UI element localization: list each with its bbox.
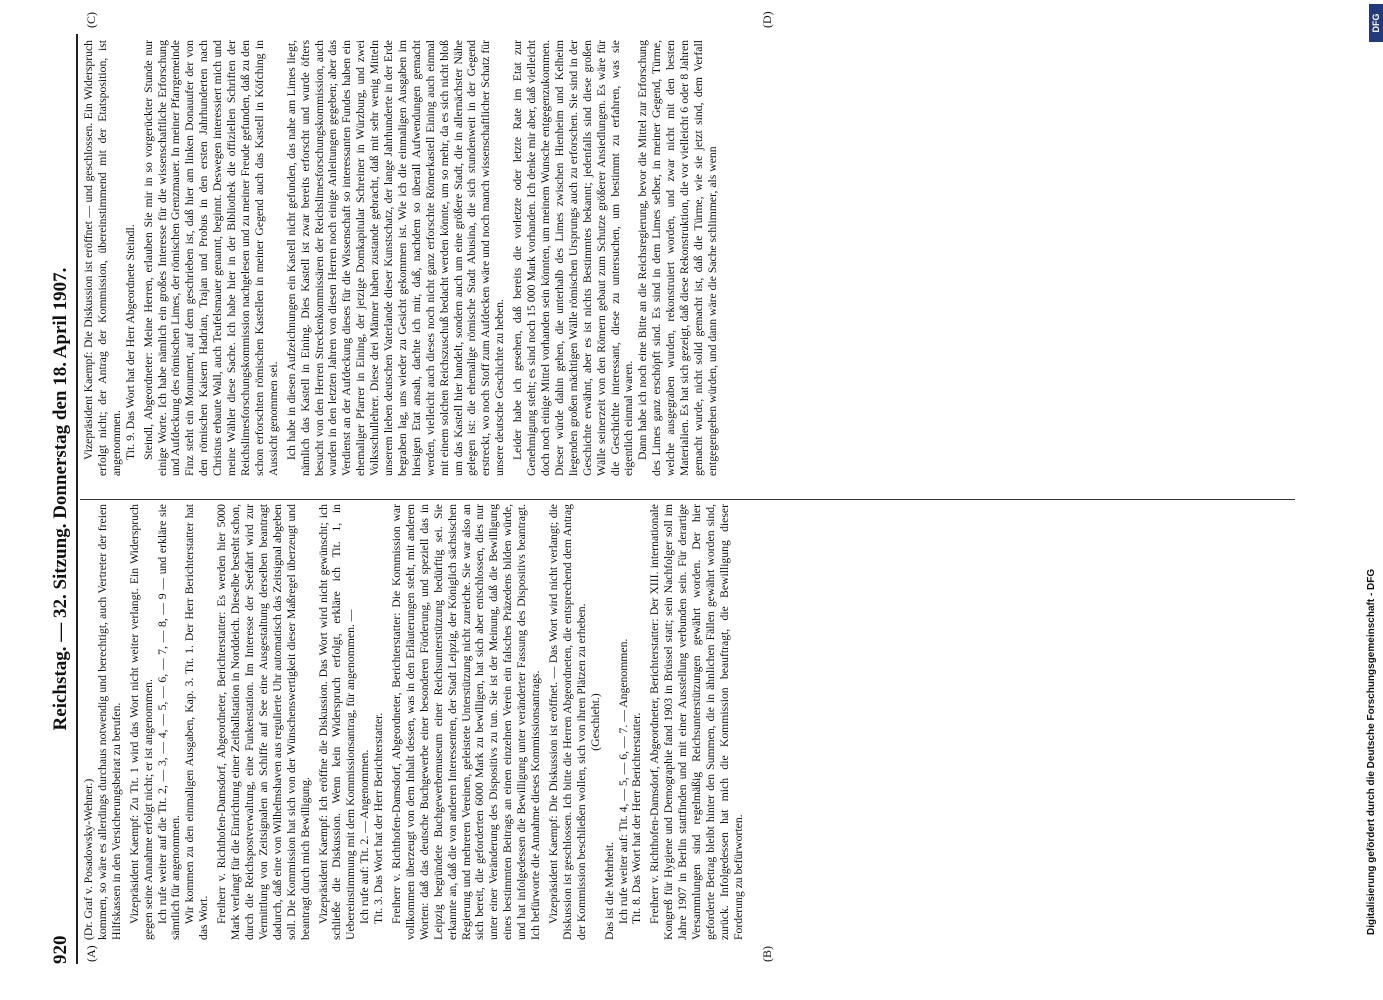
paragraph: Wir kommen zu den einmaligen Ausgaben, Kap. 3. Tit. 1. Der Herr Berichterstatter hat das Wort.	[183, 504, 211, 940]
paragraph: Vizepräsident Kaempf: Zu Tit. 1 wird das Wort nicht weiter verlangt. Ein Widerspruch gegen seine Annahme erfolgt nicht; er ist angenommen.	[127, 504, 155, 940]
paragraph: Ich rufe weiter auf die Tit. 2, — 3, — 4, — 5, — 6, — 7, — 8, — 9 — und erkläre sie sämtlich für angenommen.	[155, 504, 183, 940]
paragraph: Freiherr v. Richthofen-Damsdorf, Abgeordneter, Berichterstatter: Es werden hier 5000 Mark verlangt für die Einrichtung einer Zeitballstation in Norddeich. Dieselbe besteht schon, durch die Reichspostverwaltung, eine Funkenstation. Im Interesse der Seefahrt wird zur Vermittlung von Zeitsignalen an Schiffe auf See eine Ausgestaltung derselben beantragt dadurch, daß eine von Wilhelmshaven aus regulierte Uhr automatisch das Zeitsignal abgeben soll. Die Kommission hat sich von der Wünschenswertigkeit dieser Maßregel überzeugt und beantragt durch mich Bewilligung.	[215, 504, 312, 940]
paragraph: Vizepräsident Kaempf: Die Diskussion ist eröffnet. — Das Wort wird nicht verlangt; die Diskussion ist geschlossen. Ich bitte die Herren Abgeordneten, die entsprechend dem Antrag der Kommission beschließen wollen, sich von ihren Plätzen zu erheben.	[547, 504, 588, 940]
paragraph: Vizepräsident Kaempf: Die Diskussion ist eröffnet — und geschlossen. Ein Widerspruch erfolgt nicht; der Antrag der Kommission, übereinstimmend mit der Etatsposition, ist angenommen.	[82, 40, 123, 476]
footer-credit: Digitalisierung gefördert durch die Deutsche Forschungsgemeinschaft - DFG	[1366, 568, 1377, 935]
margin-mark-b: (B)	[760, 946, 774, 962]
paragraph: Freiherr v. Richthofen-Damsdorf, Abgeordneter, Berichterstatter: Der XIII. internationale Kongreß für Hygiene und Demographie fand 1903 in Brüssel statt; sein Nachfolger soll im Jahre 1907 in Berlin stattfinden und mit einer Ausstellung verbunden sein. Für derartige Versammlungen sind regelmäßig Reichsunterstützungen gewährt worden. Der hier geforderte Betrag bleibt hinter den Summen, die in ähnlichen Fällen gewährt worden sind, zurück. Infolgedessen hat mich die Kommission beauftragt, die Bewilligung dieser Forderung zu befürworten.	[648, 504, 745, 940]
margin-mark-c: (C)	[84, 12, 98, 28]
page-header	[46, 34, 78, 964]
paragraph: Das ist die Mehrheit.	[602, 841, 616, 940]
paragraph: Ich rufe auf: Tit. 2. — Angenommen.	[358, 749, 372, 924]
margin-mark-a: (A)	[84, 945, 98, 962]
column-divider	[80, 499, 1295, 500]
paragraph: Freiherr v. Richthofen-Damsdorf, Abgeordneter, Berichterstatter: Die Kommission war vollkommen überzeugt von dem Inhalt dessen, was in den Erläuterungen steht, mit anderen Worten: daß das deutsche Buchgewerbe einer besonderen Förderung, und speziell das in Leipzig begründete Buchgewerbemuseum einer Reichsunterstützung bedürftig sei. Sie erkannte an, daß die von anderen Interessenten, der Stadt Leipzig, der Königlich sächsischen Regierung und mehreren Vereinen, geleistete Unterstützung nicht zureiche. Sie war also an sich bereit, die geforderten 6000 Mark zu bewilligen, hat sich aber entschlossen, dies nur unter einer Veränderung des Dispositivs zu tun. Sie ist der Meinung, daß die Bewilligung eines bestimmten Beitrags an einen einzelnen Verein ein falsches Präzedens bilden würde, und hat infolgedessen die Bewilligung unter veränderter Fassung des Dispositivs beantragt. Ich befürworte die Annahme dieses Kommissionsantrags.	[390, 504, 543, 940]
margin-mark-d: (D)	[760, 11, 774, 28]
paragraph: Tit. 3. Das Wort hat der Herr Berichterstatter.	[372, 712, 386, 924]
paragraph: Tit. 8. Das Wort hat der Herr Berichterstatter.	[630, 712, 644, 924]
paragraph: Leider habe ich gesehen, daß bereits die vorletzte oder letzte Rate im Etat zur Genehmigung steht; es sind noch 15 000 Mark vorhanden. Ich denke mir aber, daß vielleicht doch noch einige Mittel vorhanden sein könnten, um meinem Wunsche entgegenzukommen. Dieser würde dahin gehen, die unterhalb des Limes zwischen Hienheim und Kelheim liegenden großen mächtigen Wälle römischen Ursprungs auch zu erforschen. Sie sind in der Geschichte erwähnt, aber es ist nichts Bestimmtes bekannt; jedenfalls sind diese großen Wälle seinerzeit von den Römern gebaut zum Schutze größerer Ansiedlungen. Es wäre für die Geschichte interessant, diese zu untersuchen, um bestimmt zu erfahren, was sie eigentlich einmal waren.	[511, 40, 636, 476]
speaker-continuation: (Dr. Graf v. Posadowsky-Wehner.)	[82, 778, 95, 940]
paragraph: Vizepräsident Kaempf: Ich eröffne die Diskussion. Das Wort wird nicht gewünscht; ich schließe die Diskussion. Wenn kein Widerspruch erfolgt, erkläre ich Tit. 1, in Uebereinstimmung mit dem Kommissionsantrag, für angenommen. —	[316, 504, 358, 940]
right-column	[82, 40, 720, 476]
paragraph: Dann habe ich noch eine Bitte an die Reichsregierung, bevor die Mittel zur Erforschung des Limes ganz erschöpft sind. Es sind in dem Limes selber, in meiner Gegend, Türme, welche ausgegraben wurden, rekonstruiert worden, und zwar nicht mit den besten Materialien. Es hat sich gezeigt, daß diese Rekonstruktion, die vor vielleicht 6 oder 8 Jahren gemacht wurde, nicht solid gemacht ist, daß die Türme, wie sie jetzt sind, dem Verfall entgegengehen würden, und dann wäre die Sache schlimmer, als wenn	[636, 40, 719, 476]
page-number: 920	[50, 935, 71, 964]
paragraph: kommen, so wäre es allerdings durchaus notwendig und berechtigt, auch Vertreter der freien Hilfskassen in den Versicherungsbeirat zu berufen.	[95, 504, 123, 940]
dfg-logo	[1369, 4, 1383, 42]
paragraph: Steindl, Abgeordneter: Meine Herren, erlauben Sie mir in so vorgerückter Stunde nur einige Worte. Ich habe nämlich ein großes Interesse für die wissenschaftliche Erforschung und Aufdeckung des römischen Limes, der römischen Grenzmauer. In meiner Pfarrgemeinde Finz steht ein Monument, auf dem geschrieben ist, daß hier am linken Donauufer der von den römischen Kaisern Hadrian, Trajan und Probus in den ersten Jahrhunderten nach Christus erbaute Wall, auch Teufelsmauer genannt, beginnt. Deswegen interessiert mich und meine Wähler diese Sache. Ich habe hier in der Bibliothek die offiziellen Schriften der Reichslimesforschungskommission nachgelesen und zu meiner Freude gefunden, daß zu den schon erforschten römischen Kastellen in meiner Gegend auch das Kastell in Köfching in Aussicht genommen sei.	[141, 40, 280, 476]
paragraph: Tit. 9. Das Wort hat der Herr Abgeordnete Steindl.	[123, 224, 137, 460]
dfg-logo-text: DFG	[1371, 13, 1381, 33]
page-title: Reichstag. — 32. Sitzung. Donnerstag den 18. April 1907.	[50, 267, 71, 731]
paragraph: Ich habe in diesen Aufzeichnungen ein Kastell nicht gefunden, das nahe am Limes liegt, nämlich das Kastell in Eining. Dies Kastell ist zwar bereits erforscht und wurde öfters besucht von den Herren Streckenkommissären der Reichslimesforschungskommission, auch wurden in den letzten Jahren von diesen Herren noch einige Anleitungen gegeben; aber das Verdienst an der Aufdeckung dieses für die Wissenschaft so interessanten Fundes haben ein ehemaliger Pfarrer in Eining, der jetzige Domkapitular Schreiner in Würzburg, und zwei Volksschullehrer. Diese drei Männer haben zustande gebracht, daß mit sehr wenig Mitteln unserem lieben deutschen Vaterlande dieser Kunstschatz, der lange Jahrhunderte in der Erde begraben lag, uns wieder zu Gesicht gekommen ist. Wie ich die einmaligen Ausgaben im hiesigen Etat ansah, dachte ich mir, daß, nachdem so überall Aufwendungen gemacht werden, vielleicht auch dieses noch nicht ganz erforschte Römerkastell Eining auch einmal mit einem solchen Reichszuschuß bedacht werden könnte, um so mehr, da es sich nicht bloß um das Kastell hier handelt, sondern auch um eine größere Stadt, die in allernächster Nähe gelegen ist: die ehemalige römische Stadt Abusina, die sich stundenweit in der Gegend erstreckt, wo noch Stoff zum Aufdecken wäre und noch manch wissenschaftlicher Schatz für unsere deutsche Geschichte zu heben.	[284, 40, 507, 476]
left-column	[82, 504, 746, 940]
paragraph: Ich rufe weiter auf: Tit. 4, — 5, — 6, — 7. — Angenommen.	[616, 638, 630, 924]
paragraph: (Geschieht.)	[588, 693, 602, 751]
